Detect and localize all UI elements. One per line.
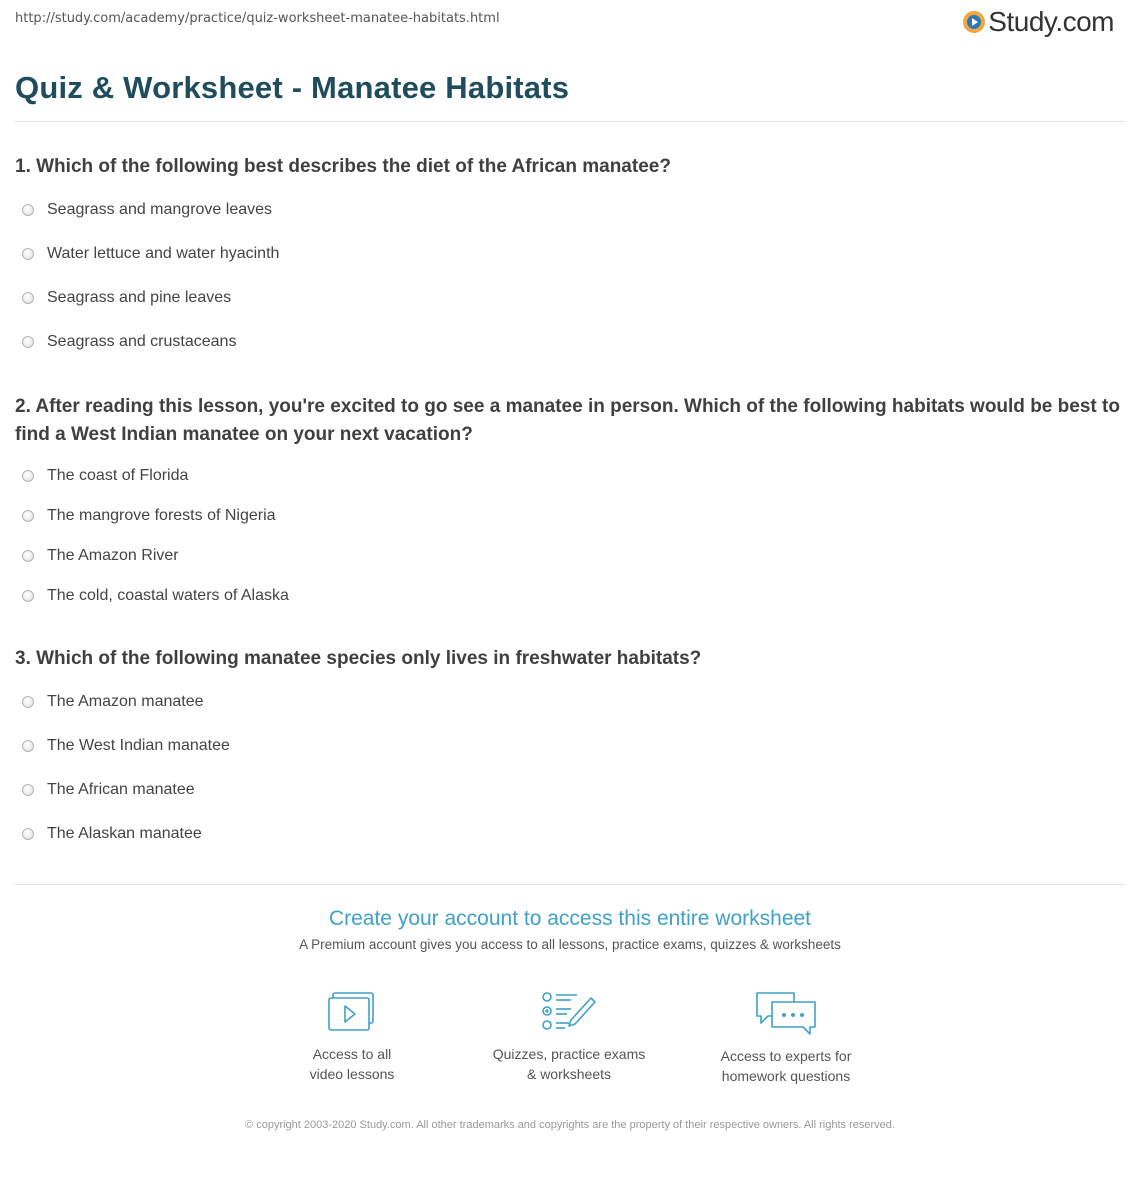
answer-label: Seagrass and crustaceans <box>47 333 237 350</box>
radio-button[interactable] <box>22 510 34 522</box>
answer-option[interactable] <box>22 779 230 801</box>
radio-button[interactable] <box>22 292 34 304</box>
answer-option[interactable] <box>22 691 230 713</box>
cta-title[interactable]: Create your account to access this entire worksheet <box>328 907 812 930</box>
feature-experts <box>686 990 886 1086</box>
answer-label: The cold, coastal waters of Alaska <box>47 587 289 604</box>
answer-option[interactable] <box>22 199 279 221</box>
radio-button[interactable] <box>22 248 34 260</box>
radio-button[interactable] <box>22 550 34 562</box>
page-title: Quiz & Worksheet - Manatee Habitats <box>15 70 570 105</box>
copyright-notice: © copyright 2003-2020 Study.com. All other trademarks and copyrights are the property of their respective owners. All rights reserved. <box>245 1119 895 1131</box>
radio-button[interactable] <box>22 336 34 348</box>
answer-label: The coast of Florida <box>47 467 189 484</box>
radio-button[interactable] <box>22 590 34 602</box>
cta-divider <box>15 884 1125 885</box>
question-2: 2. After reading this lesson, you're excited to go see a manatee in person. Which of the following habitats would be best to find a West Indian manatee on your next vacation? <box>15 396 1120 445</box>
answer-option[interactable] <box>22 287 279 309</box>
answer-label: The Amazon River <box>47 547 179 564</box>
radio-button[interactable] <box>22 740 34 752</box>
video-lessons-icon <box>326 990 378 1034</box>
page-url: http://study.com/academy/practice/quiz-worksheet-manatee-habitats.html <box>15 11 500 26</box>
feature-label: Access to all video lessons <box>309 1046 395 1082</box>
answer-option[interactable] <box>22 505 289 527</box>
answer-label: Seagrass and mangrove leaves <box>47 201 273 218</box>
feature-label: Quizzes, practice exams & worksheets <box>492 1046 646 1082</box>
answer-option[interactable] <box>22 585 289 607</box>
radio-button[interactable] <box>22 204 34 216</box>
question-1-options <box>22 199 279 353</box>
answer-option[interactable] <box>22 331 279 353</box>
logo-text: Study.com <box>988 6 1114 37</box>
answer-label: The Alaskan manatee <box>47 825 202 842</box>
answer-option[interactable] <box>22 735 230 757</box>
answer-label: The West Indian manatee <box>47 737 230 754</box>
quiz-checklist-icon <box>541 990 597 1034</box>
question-2-options <box>22 465 289 607</box>
answer-option[interactable] <box>22 823 230 845</box>
study-logo[interactable] <box>963 6 1114 38</box>
question-3-options <box>22 691 230 845</box>
chat-bubbles-icon <box>754 990 818 1036</box>
answer-option[interactable] <box>22 243 279 265</box>
play-logo-icon <box>963 11 985 33</box>
feature-label: Access to experts for homework questions <box>720 1048 852 1084</box>
answer-label: The mangrove forests of Nigeria <box>47 507 276 524</box>
cta-subtitle: A Premium account gives you access to all lessons, practice exams, quizzes & worksheets <box>299 937 841 952</box>
answer-label: The African manatee <box>47 781 195 798</box>
radio-button[interactable] <box>22 828 34 840</box>
answer-label: Seagrass and pine leaves <box>47 289 232 306</box>
answer-label: The Amazon manatee <box>47 693 204 710</box>
question-3: 3. Which of the following manatee species only lives in freshwater habitats? <box>15 648 702 669</box>
answer-option[interactable] <box>22 545 289 567</box>
feature-quizzes <box>469 990 669 1084</box>
answer-label: Water lettuce and water hyacinth <box>47 245 280 262</box>
title-divider <box>15 121 1125 122</box>
answer-option[interactable] <box>22 465 289 487</box>
radio-button[interactable] <box>22 784 34 796</box>
question-1: 1. Which of the following best describes the diet of the African manatee? <box>15 156 671 177</box>
feature-video-lessons <box>252 990 452 1084</box>
radio-button[interactable] <box>22 696 34 708</box>
radio-button[interactable] <box>22 470 34 482</box>
